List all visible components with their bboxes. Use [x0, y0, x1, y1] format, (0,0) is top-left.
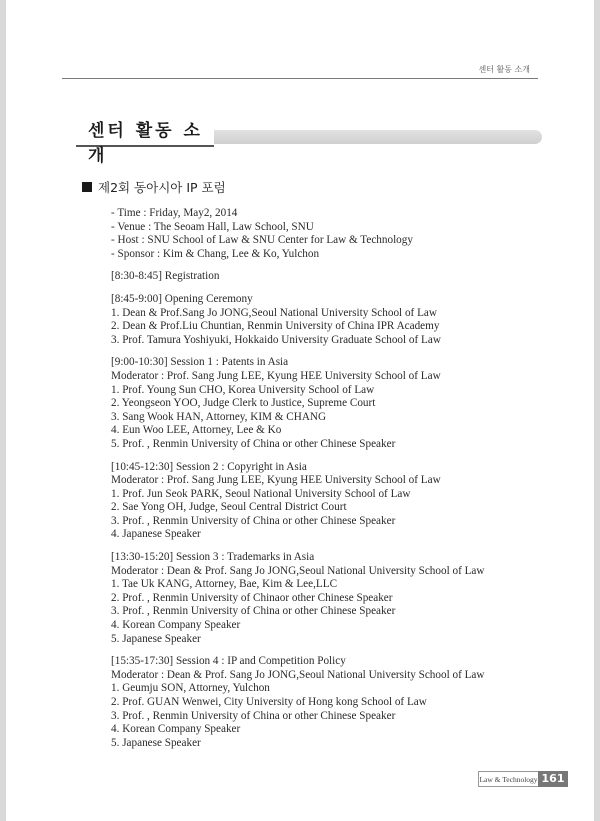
session-line: Moderator : Prof. Sang Jung LEE, Kyung HEE University School of Law — [111, 474, 441, 487]
session-line: Moderator : Prof. Sang Jung LEE, Kyung HEE University School of Law — [111, 369, 441, 382]
session-line: 1. Prof. Young Sun CHO, Korea University School of Law — [111, 383, 375, 396]
page-frame-left — [0, 0, 6, 821]
session-line: 2. Yeongseon YOO, Judge Clerk to Justice, Supreme Court — [111, 397, 376, 410]
program-session — [111, 461, 551, 543]
footer-journal: Law & Technology — [478, 771, 538, 787]
session-time-heading: [10:45-12:30] Session 2 : Copyright in Asia — [111, 460, 307, 473]
program-session — [111, 551, 551, 646]
info-time: - Time : Friday, May2, 2014 — [111, 207, 238, 219]
program-session — [111, 356, 551, 451]
session-time-heading: [9:00-10:30] Session 1 : Patents in Asia — [111, 356, 289, 369]
page-number: 161 — [538, 771, 568, 787]
session-line: 1. Dean & Prof.Sang Jo JONG,Seoul National University School of Law — [111, 306, 437, 319]
session-line: 2. Prof. , Renmin University of Chinaor other Chinese Speaker — [111, 591, 393, 604]
session-line: 3. Prof. , Renmin University of China or other Chinese Speaker — [111, 709, 396, 722]
session-line: 3. Prof. Tamura Yoshiyuki, Hokkaido University Graduate School of Law — [111, 333, 441, 346]
info-sponsor: - Sponsor : Kim & Chang, Lee & Ko, Yulchon — [111, 247, 320, 260]
session-line: 3. Prof. , Renmin University of China or other Chinese Speaker — [111, 605, 396, 618]
session-line: 4. Korean Company Speaker — [111, 619, 241, 632]
session-line: 1. Prof. Jun Seok PARK, Seoul National University School of Law — [111, 487, 411, 500]
program-session — [111, 655, 551, 750]
session-line: Moderator : Dean & Prof. Sang Jo JONG,Seoul National University School of Law — [111, 668, 485, 681]
session-line: 4. Eun Woo LEE, Attorney, Lee & Ko — [111, 424, 282, 437]
session-line: 5. Japanese Speaker — [111, 736, 201, 749]
session-line: 1. Geumju SON, Attorney, Yulchon — [111, 682, 270, 695]
session-line: 2. Prof. GUAN Wenwei, City University of Hong kong School of Law — [111, 696, 427, 708]
session-line: Moderator : Dean & Prof. Sang Jo JONG,Seoul National University School of Law — [111, 564, 485, 577]
session-time-heading: [8:30-8:45] Registration — [111, 270, 220, 283]
session-line: 3. Prof. , Renmin University of China or other Chinese Speaker — [111, 514, 396, 527]
section-banner — [76, 113, 542, 166]
page-footer — [478, 771, 568, 787]
page-frame-right — [594, 0, 600, 821]
session-time-heading: [13:30-15:20] Session 3 : Trademarks in Asia — [111, 551, 315, 564]
session-time-heading: [15:35-17:30] Session 4 : IP and Competition Policy — [111, 655, 346, 668]
section-title: 센터 활동 소개 — [88, 121, 203, 166]
header-rule — [62, 78, 538, 79]
session-line: 1. Tae Uk KANG, Attorney, Bae, Kim & Lee,LLC — [111, 578, 338, 591]
square-bullet-icon — [82, 182, 92, 192]
program-session — [111, 270, 551, 284]
session-line: 3. Sang Wook HAN, Attorney, KIM & CHANG — [111, 410, 327, 423]
session-line: 5. Japanese Speaker — [111, 632, 201, 645]
session-line: 4. Japanese Speaker — [111, 528, 201, 541]
session-time-heading: [8:45-9:00] Opening Ceremony — [111, 292, 253, 305]
running-header: 센터 활동 소개 — [478, 65, 530, 74]
info-host: - Host : SNU School of Law & SNU Center for Law & Technology — [111, 234, 413, 247]
banner-title-box — [76, 113, 214, 166]
session-line: 2. Dean & Prof.Liu Chuntian, Renmin University of China IPR Academy — [111, 320, 440, 333]
session-line: 5. Prof. , Renmin University of China or other Chinese Speaker — [111, 437, 396, 450]
event-info — [111, 207, 551, 261]
subsection-heading — [82, 178, 226, 196]
session-line: 2. Sae Yong OH, Judge, Seoul Central District Court — [111, 501, 347, 514]
subsection-title: 제2회 동아시아 IP 포럼 — [98, 180, 226, 195]
program-session — [111, 293, 551, 347]
program-content — [111, 207, 551, 750]
session-line: 4. Korean Company Speaker — [111, 723, 241, 736]
info-venue: - Venue : The Seoam Hall, Law School, SNU — [111, 220, 314, 233]
program-sessions — [111, 270, 551, 750]
